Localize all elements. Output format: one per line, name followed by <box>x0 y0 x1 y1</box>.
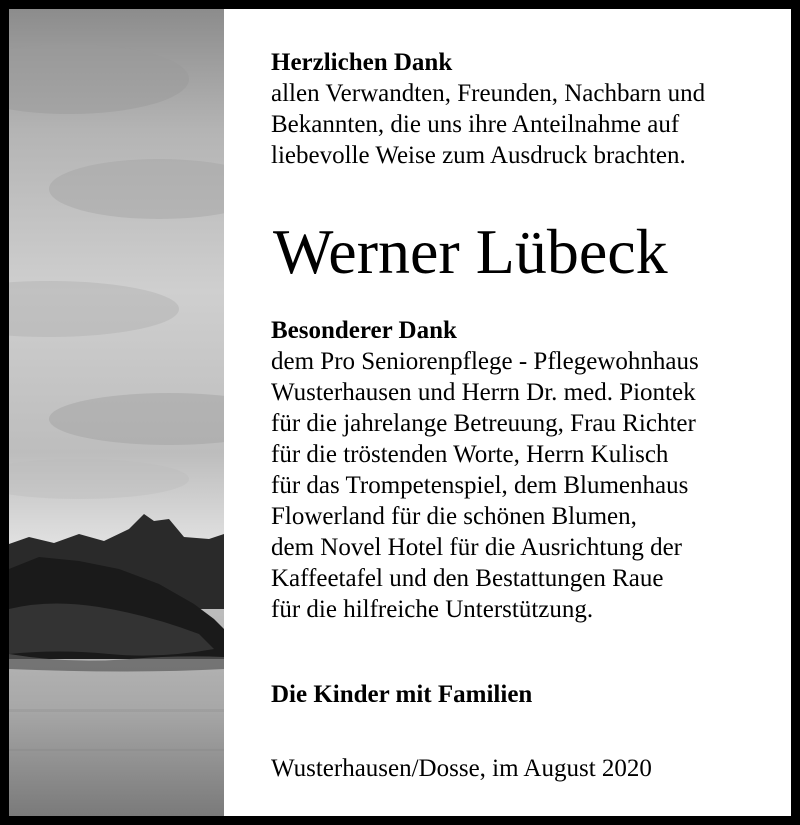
intro-thanks <box>271 47 781 171</box>
intro-line: allen Verwandten, Freunden, Nachbarn und <box>271 80 706 107</box>
special-thanks-heading: Besonderer Dank <box>271 317 457 344</box>
landscape-photo <box>9 9 224 816</box>
special-thanks-line: für die hilfreiche Unterstützung. <box>271 596 594 623</box>
deceased-name: Werner Lübeck <box>273 216 668 287</box>
intro-line: liebevolle Weise zum Ausdruck brachten. <box>271 142 686 169</box>
special-thanks-line: dem Pro Seniorenpflege - Pflegewohnhaus <box>271 348 699 375</box>
special-thanks-line: Kaffeetafel und den Bestattungen Raue <box>271 565 664 592</box>
signature: Die Kinder mit Familien <box>271 681 533 708</box>
notice-card <box>9 9 791 816</box>
special-thanks-line: dem Novel Hotel für die Ausrichtung der <box>271 534 683 561</box>
special-thanks-line: für das Trompetenspiel, dem Blumenhaus <box>271 472 689 499</box>
intro-body <box>271 78 781 171</box>
special-thanks-line: für die jahrelange Betreuung, Frau Richter <box>271 410 696 437</box>
place-date: Wusterhausen/Dosse, im August 2020 <box>271 755 652 782</box>
special-thanks-line: für die tröstenden Worte, Herrn Kulisch <box>271 441 669 468</box>
intro-heading: Herzlichen Dank <box>271 49 453 76</box>
special-thanks-body <box>271 346 781 625</box>
intro-line: Bekannten, die uns ihre Anteilnahme auf <box>271 111 680 138</box>
special-thanks-line: Flowerland für die schönen Blumen, <box>271 503 637 530</box>
special-thanks-line: Wusterhausen und Herrn Dr. med. Piontek <box>271 379 696 406</box>
special-thanks <box>271 315 781 625</box>
